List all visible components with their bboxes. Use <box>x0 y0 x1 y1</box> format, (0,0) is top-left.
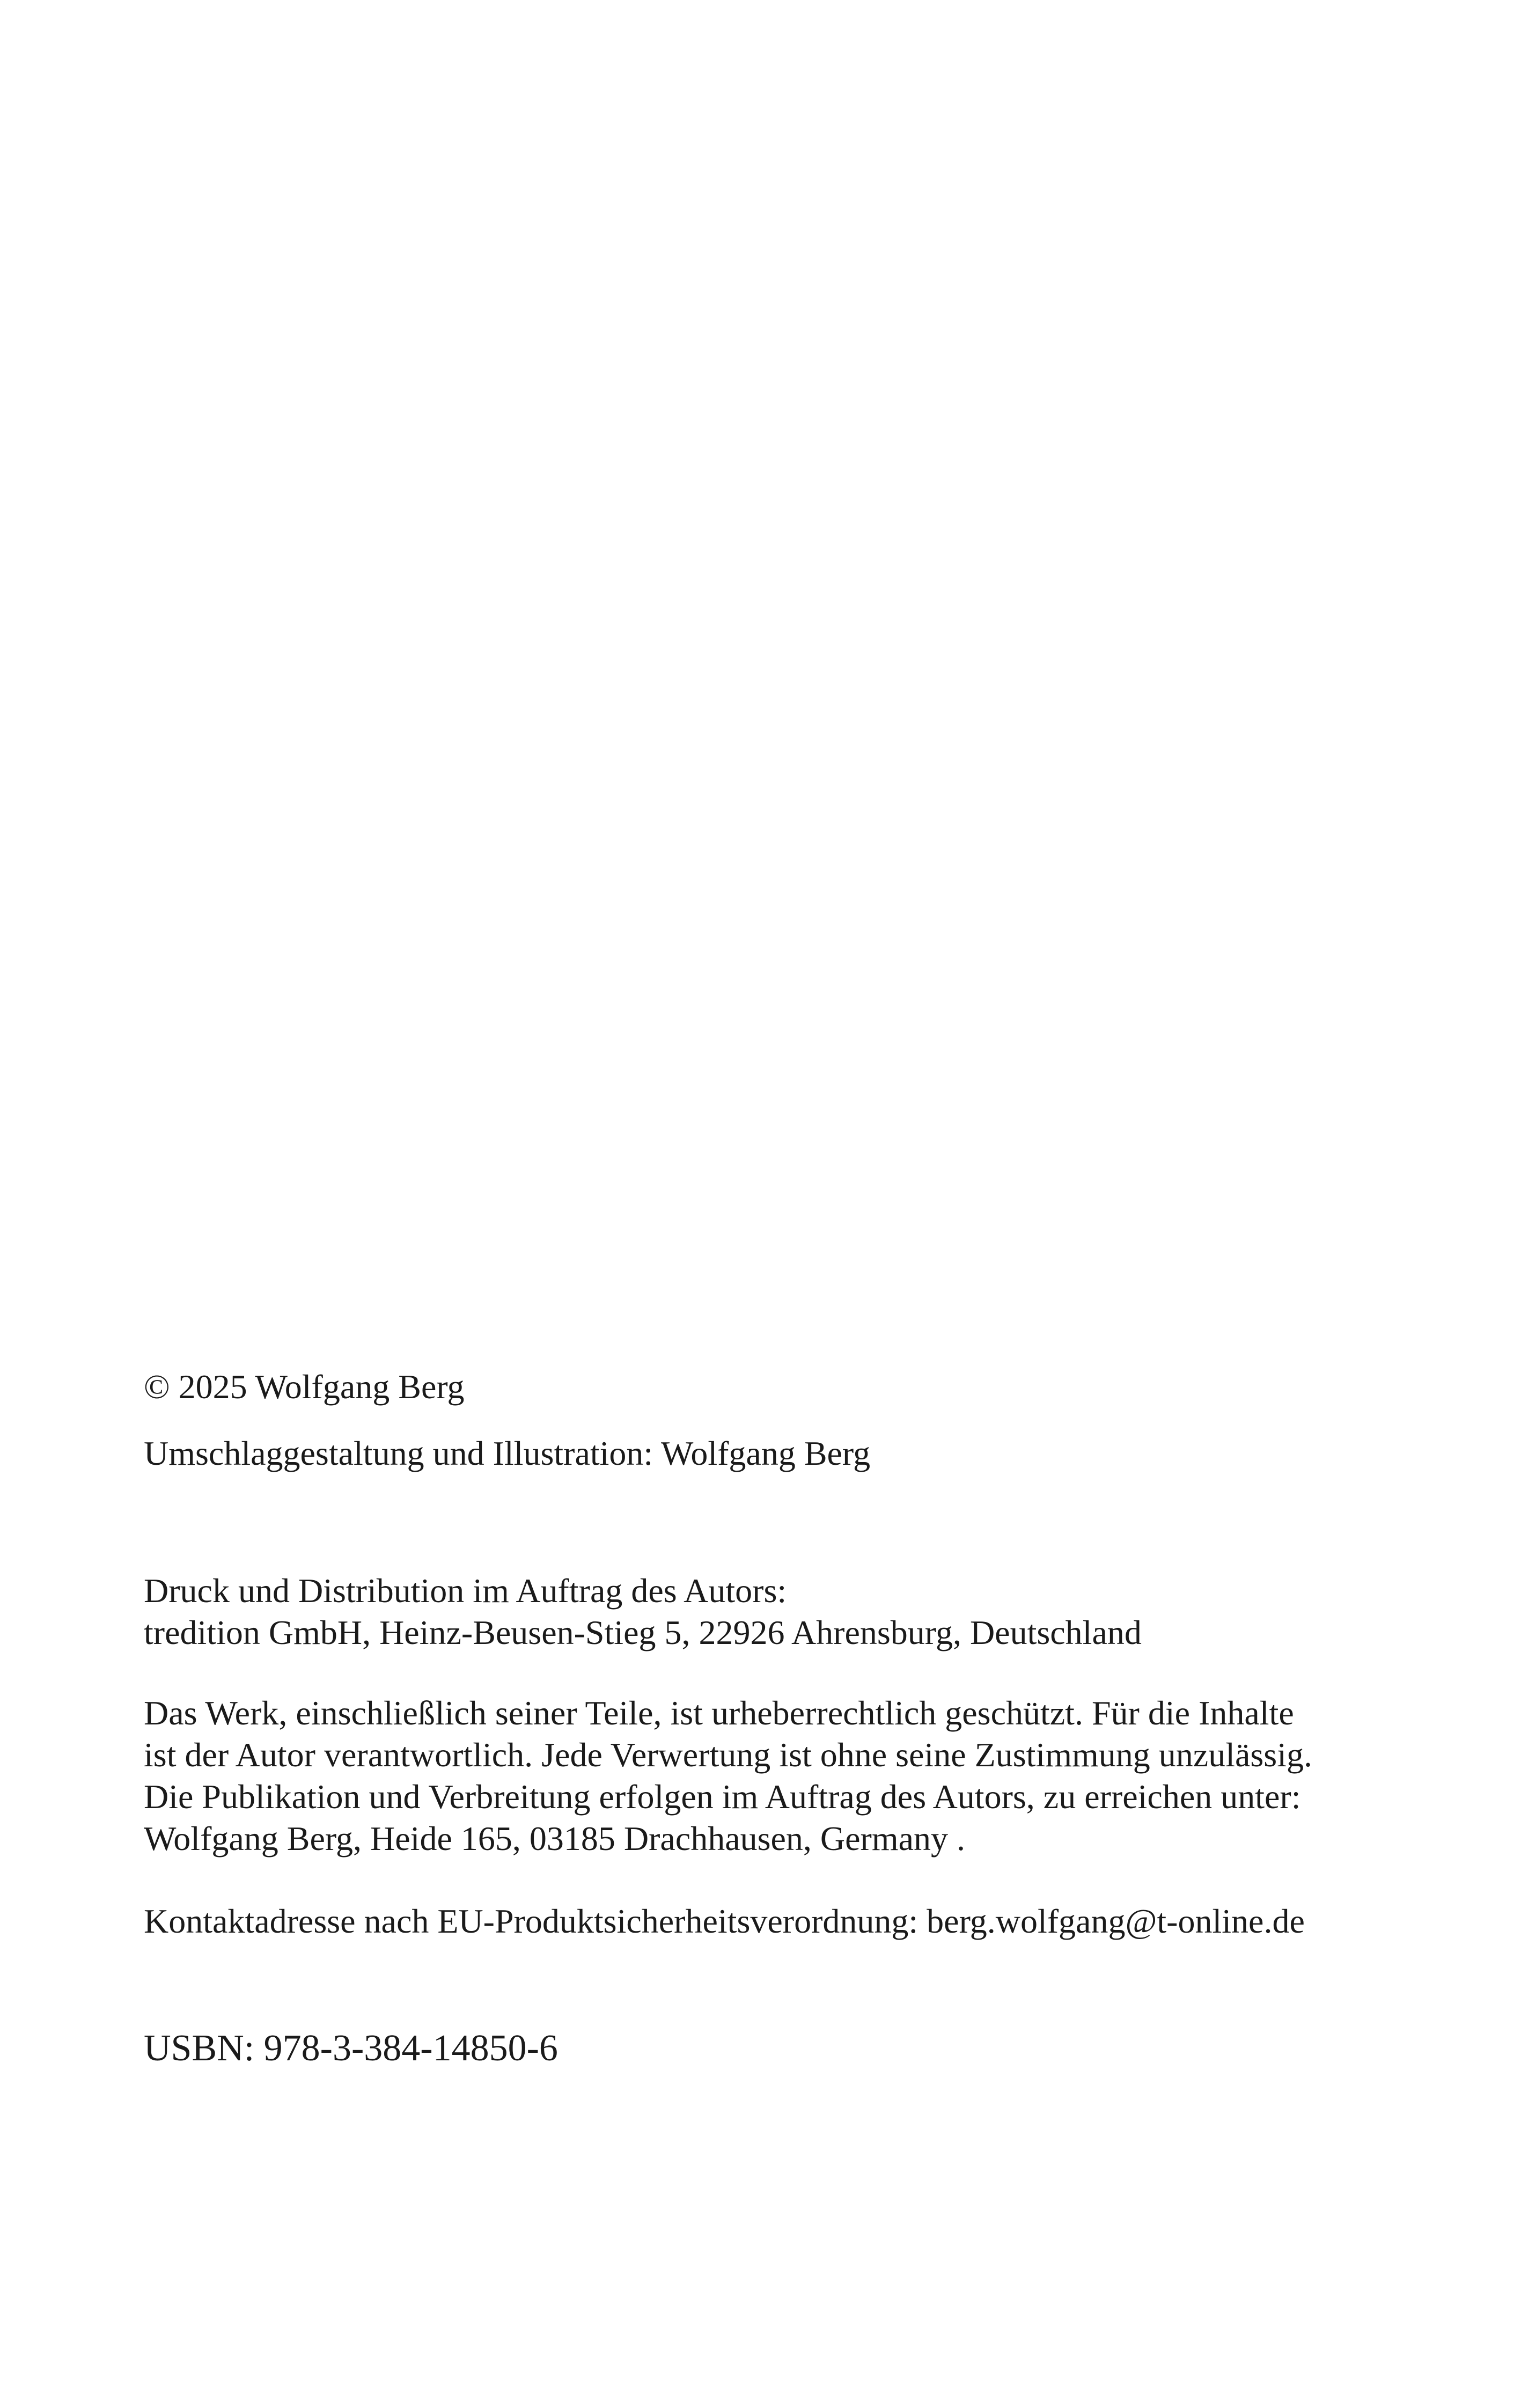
copyright-line: © 2025 Wolfgang Berg <box>144 1368 465 1406</box>
legal-line-2: ist der Autor verantwortlich. Jede Verwertung ist ohne seine Zustimmung unzulässig. <box>144 1736 1312 1774</box>
printing-line-1: Druck und Distribution im Auftrag des Autors: <box>144 1572 787 1610</box>
usbn-line: USBN: 978-3-384-14850-6 <box>144 2028 558 2069</box>
legal-line-1: Das Werk, einschließlich seiner Teile, ist urheberrechtlich geschützt. Für die Inhalte <box>144 1694 1294 1732</box>
legal-line-3: Die Publikation und Verbreitung erfolgen im Auftrag des Autors, zu erreichen unter: <box>144 1778 1301 1816</box>
legal-line-4: Wolfgang Berg, Heide 165, 03185 Drachhausen, Germany . <box>144 1819 966 1858</box>
printing-line-2: tredition GmbH, Heinz-Beusen-Stieg 5, 22926 Ahrensburg, Deutschland <box>144 1613 1142 1651</box>
contact-line: Kontaktadresse nach EU-Produktsicherheitsverordnung: berg.wolfgang@t-online.de <box>144 1902 1305 1940</box>
cover-design-line: Umschlaggestaltung und Illustration: Wolfgang Berg <box>144 1434 871 1472</box>
